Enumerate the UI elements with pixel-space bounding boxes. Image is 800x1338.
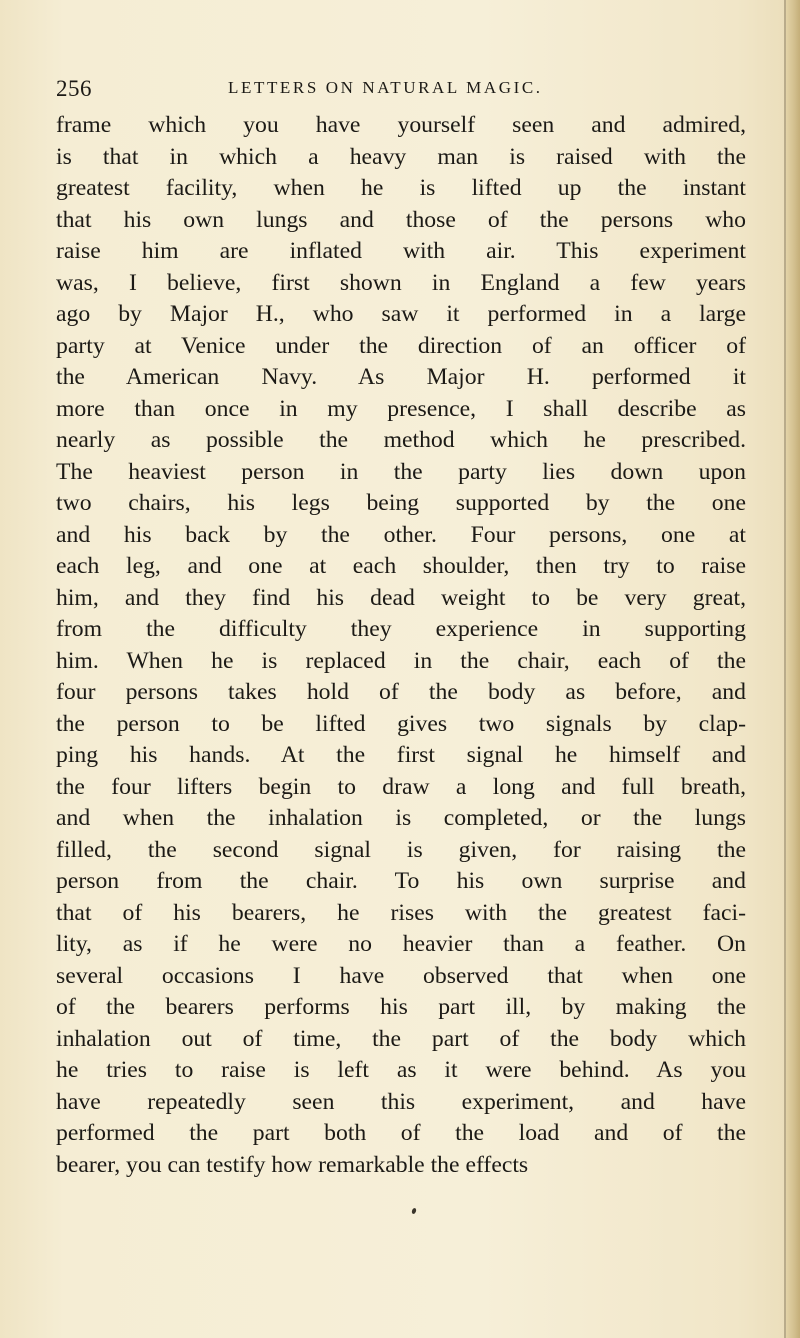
text-line: two chairs, his legs being supported by the one (56, 490, 746, 516)
text-line: the American Navy. As Major H. performed it (56, 364, 746, 390)
text-line: him, and they find his dead weight to be very great, (56, 584, 746, 611)
ink-speck (411, 1207, 417, 1214)
text-line: the four lifters begin to draw a long and full breath, (56, 773, 746, 800)
text-line: each leg, and one at each shoulder, then try to raise (56, 553, 746, 579)
text-line: was, I believe, first shown in England a few years (56, 269, 746, 296)
text-line: four persons takes hold of the body as before, and (56, 679, 746, 705)
text-line: and his back by the other. Four persons, one at (56, 521, 746, 548)
text-line: and when the inhalation is completed, or the lungs (56, 805, 746, 831)
text-line: the person to be lifted gives two signals by clap- (56, 710, 746, 737)
text-line: is that in which a heavy man is raised with the (56, 143, 746, 170)
text-line: inhalation out of time, the part of the body which (56, 1025, 746, 1052)
text-line: he tries to raise is left as it were behind. As you (56, 1057, 746, 1083)
text-line: filled, the second signal is given, for raising the (56, 836, 746, 863)
text-line: bearer, you can testify how remarkable the effects (56, 1151, 529, 1178)
text-line: lity, as if he were no heavier than a feather. On (56, 931, 746, 957)
text-line: more than once in my presence, I shall describe as (56, 395, 746, 422)
text-line: from the difficulty they experience in supporting (56, 616, 746, 642)
page-edge (786, 0, 800, 1338)
text-line: party at Venice under the direction of an officer of (56, 332, 746, 359)
text-line: that his own lungs and those of the persons who (56, 206, 746, 233)
text-line: frame which you have yourself seen and admired, (56, 112, 746, 138)
text-line: several occasions I have observed that when one (56, 962, 746, 989)
text-line: ago by Major H., who saw it performed in a large (56, 301, 746, 327)
text-line: The heaviest person in the party lies down upon (56, 458, 746, 485)
page-number: 256 (56, 76, 92, 101)
text-line: greatest facility, when he is lifted up the instant (56, 175, 746, 201)
text-line: ping his hands. At the first signal he himself and (56, 742, 746, 768)
text-line: of the bearers performs his part ill, by making the (56, 994, 746, 1020)
running-title: LETTERS ON NATURAL MAGIC. (228, 78, 543, 97)
text-line: person from the chair. To his own surprise and (56, 868, 746, 894)
text-line: that of his bearers, he rises with the greatest faci- (56, 899, 746, 926)
body-text (56, 110, 746, 1181)
text-line: performed the part both of the load and of the (56, 1120, 746, 1146)
text-line: raise him are inflated with air. This experiment (56, 238, 746, 264)
page-header (56, 76, 746, 104)
text-line: have repeatedly seen this experiment, and have (56, 1088, 746, 1115)
text-line: him. When he is replaced in the chair, each of the (56, 647, 746, 674)
text-line: nearly as possible the method which he prescribed. (56, 427, 746, 453)
